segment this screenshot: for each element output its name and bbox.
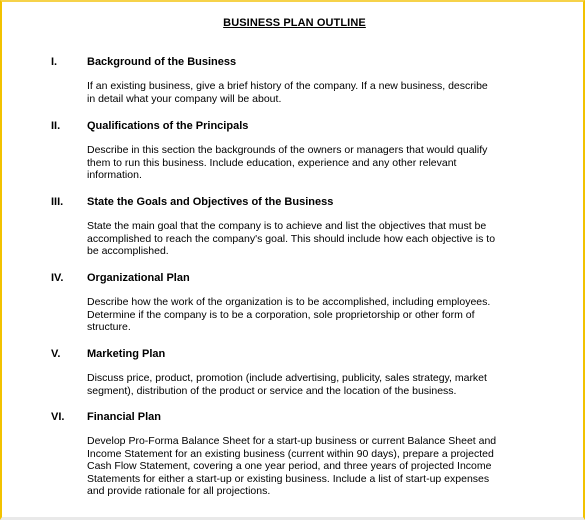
section-numeral: IV. — [51, 272, 64, 284]
section-heading: State the Goals and Objectives of the Business — [87, 196, 334, 208]
section-body — [87, 296, 537, 334]
document-title: BUSINESS PLAN OUTLINE — [223, 17, 366, 29]
section-heading: Background of the Business — [87, 56, 237, 68]
section-numeral: V. — [51, 348, 61, 360]
body-line: State the main goal that the company is to achieve and list the objectives that must be — [87, 220, 487, 232]
body-line: and provide rationale for all projections. — [87, 485, 271, 498]
section-heading: Financial Plan — [87, 411, 161, 423]
section-heading: Marketing Plan — [87, 348, 166, 360]
section-numeral: II. — [51, 120, 61, 132]
section-numeral: III. — [51, 196, 64, 208]
body-line: Statements for either a start-up or existing business. Include a list of start-up expenses — [87, 472, 490, 485]
body-line: Determine if the company is to be a corporation, sole proprietorship or other form of — [87, 308, 475, 321]
body-line: be accomplished. — [87, 245, 169, 258]
body-line: Develop Pro-Forma Balance Sheet for a start-up business or current Balance Sheet and — [87, 435, 497, 447]
section-body — [87, 220, 537, 258]
body-line: Describe how the work of the organization is to be accomplished, including employees. — [87, 296, 491, 308]
body-line: accomplished to reach the company's goal. This should include how each objective is to — [87, 232, 496, 245]
body-line: in detail what your company will be about. — [87, 92, 282, 105]
section-body — [87, 372, 537, 397]
section-numeral: VI. — [51, 411, 65, 423]
body-line: segment), distribution of the product or service and the location of the business. — [87, 384, 457, 397]
body-line: information. — [87, 169, 142, 182]
section-heading: Organizational Plan — [87, 272, 190, 284]
body-line: structure. — [87, 321, 131, 334]
body-line: Income Statement for an existing business (current within 90 days), prepare a projected — [87, 447, 494, 460]
section-body — [87, 144, 537, 182]
body-line: Describe in this section the backgrounds of the owners or managers that would qualify — [87, 144, 488, 156]
section-numeral: I. — [51, 56, 58, 68]
body-line: them to run this business. Include education, experience and any other relevant — [87, 156, 457, 169]
section-body — [87, 435, 537, 498]
section-body — [87, 80, 537, 105]
body-line: Cash Flow Statement, covering a one year period, and three years of projected Income — [87, 460, 492, 473]
body-line: Discuss price, product, promotion (include advertising, publicity, sales strategy, market — [87, 372, 487, 384]
body-line: If an existing business, give a brief history of the company. If a new business, describe — [87, 80, 488, 92]
section-heading: Qualifications of the Principals — [87, 120, 249, 132]
